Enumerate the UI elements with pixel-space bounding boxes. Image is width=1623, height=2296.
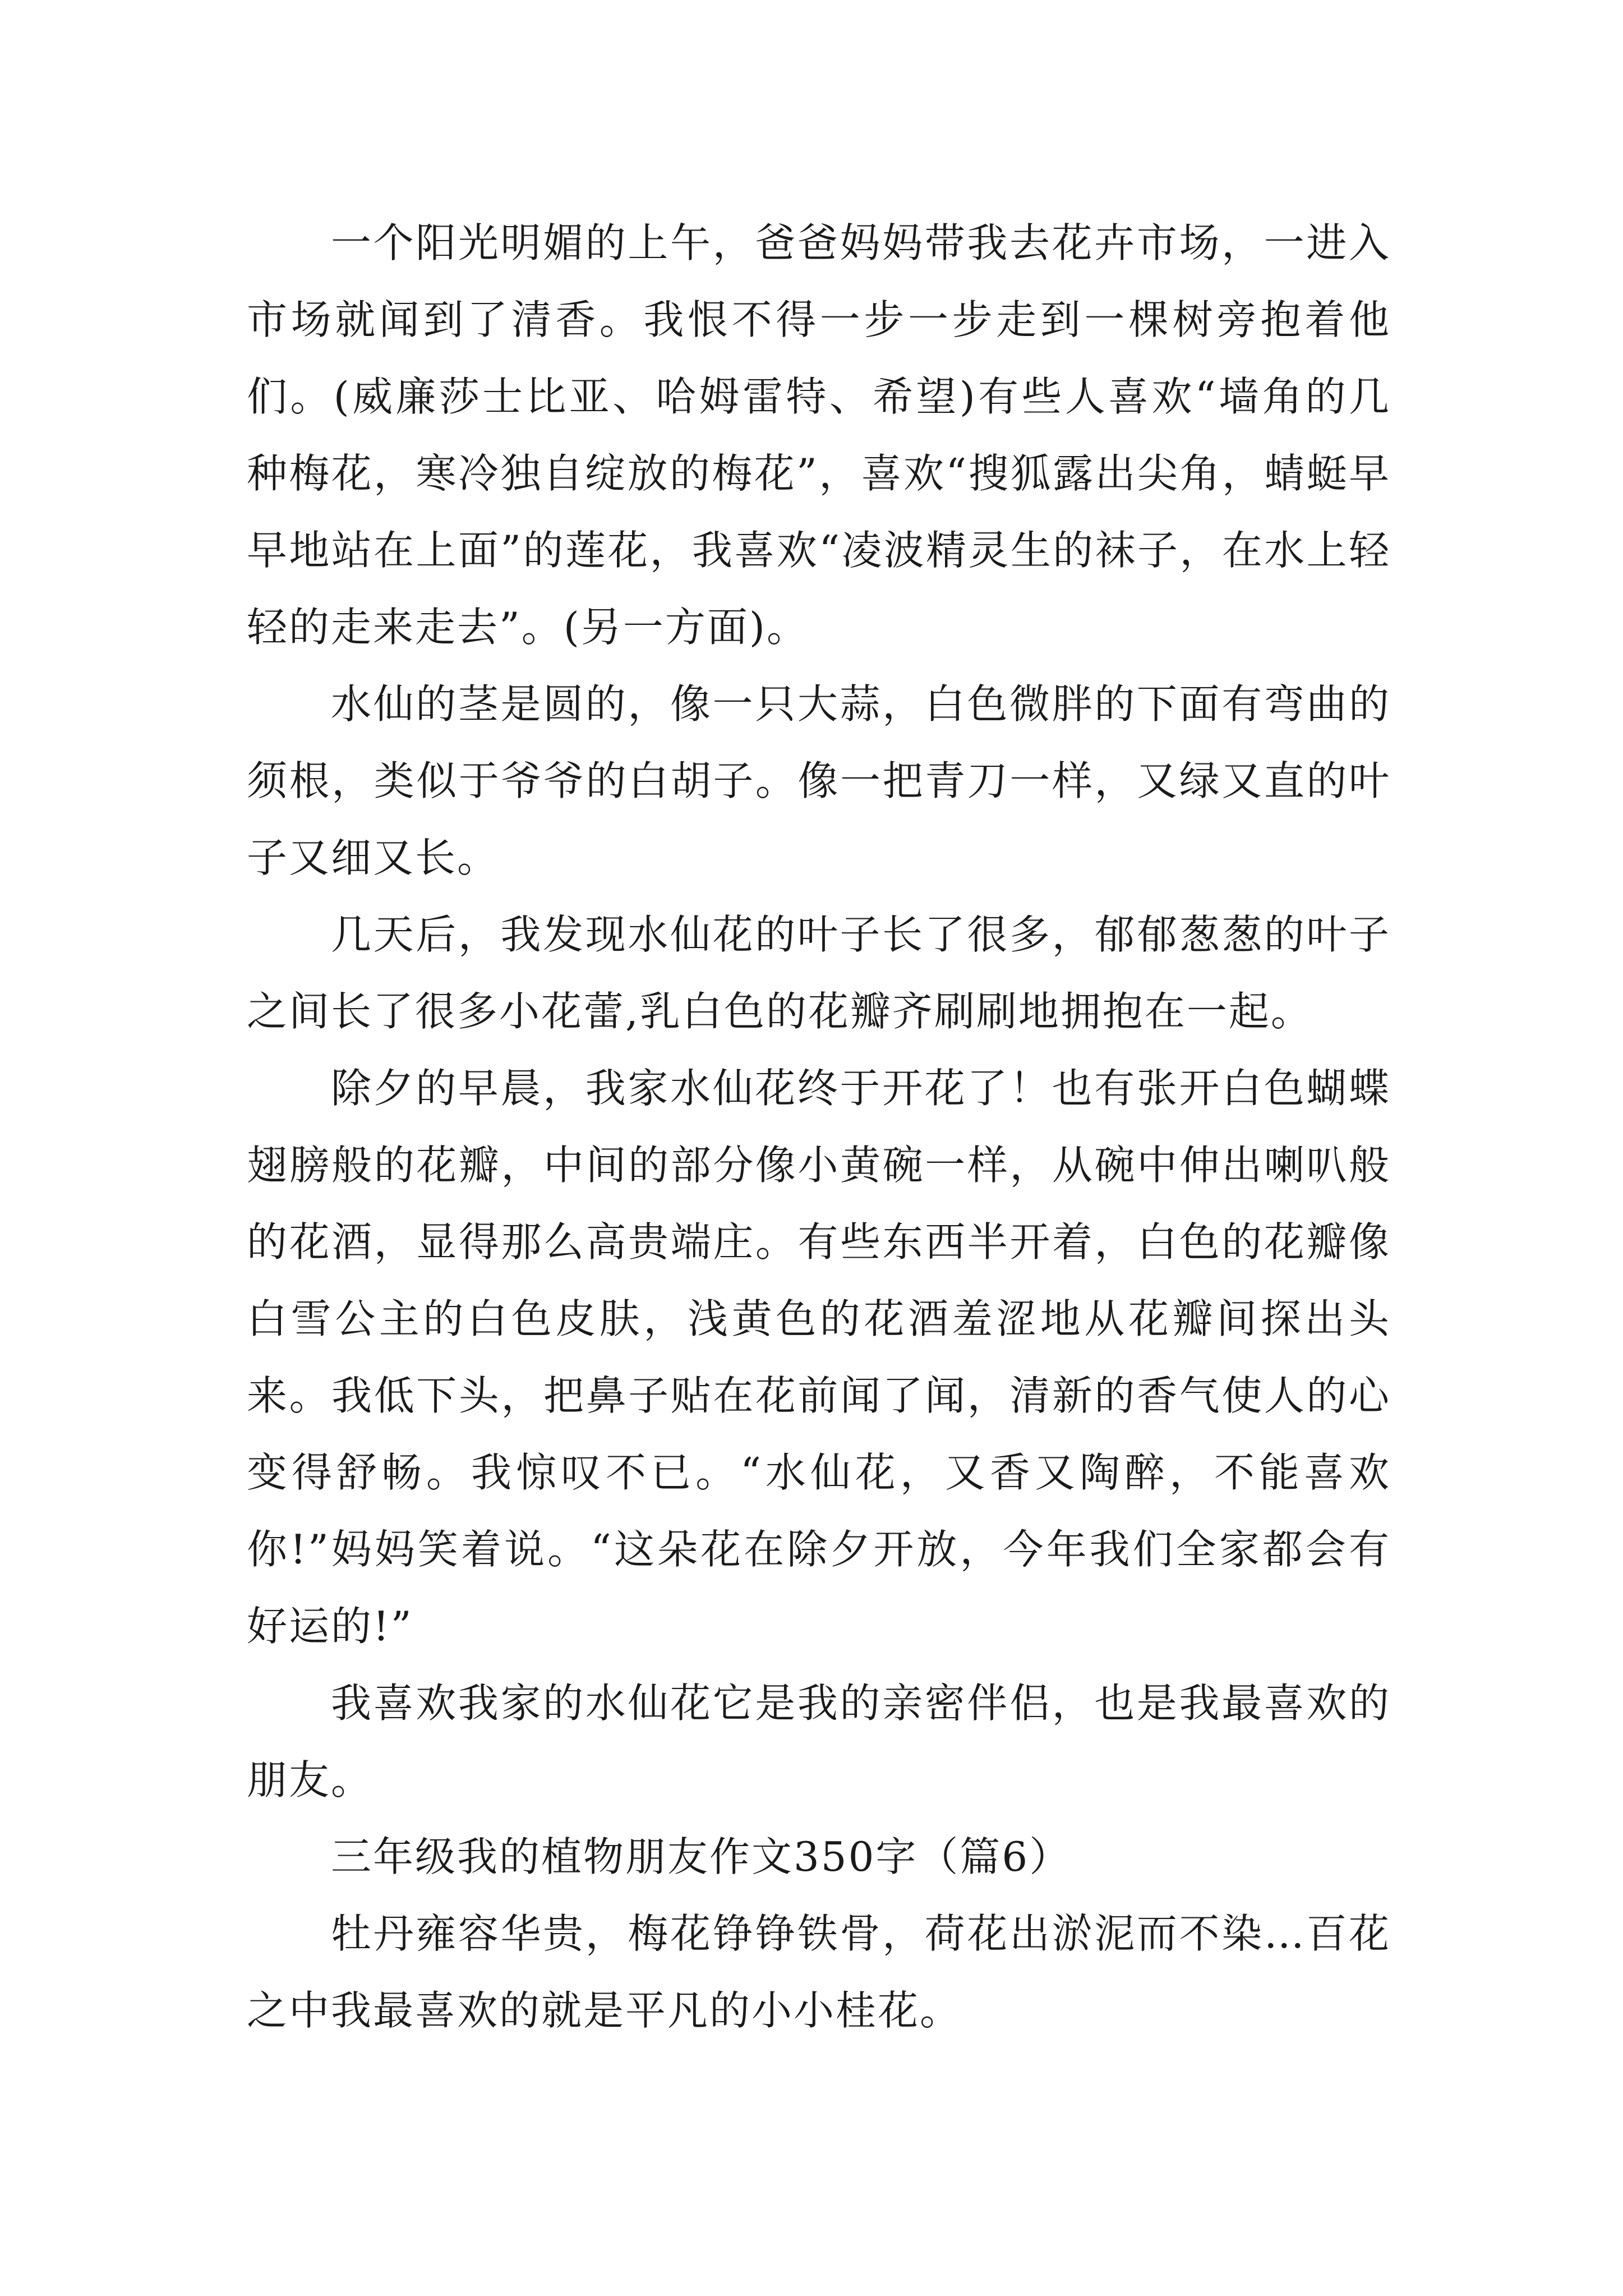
paragraph-blooming: 除夕的早晨，我家水仙花终于开花了！也有张开白色蝴蝶翅膀般的花瓣，中间的部分像小黄碗一样，从碗中伸出喇叭般的花酒，显得那么高贵端庄。有些东西半开着，白色的花瓣像白雪公主的白色皮肤，浅黄色的花酒羞涩地从花瓣间探出头来。我低下头，把鼻子贴在花前闻了闻，清新的香气使人的心变得舒畅。我惊叹不已。“水仙花，又香又陶醉，不能喜欢你!”妈妈笑着说。“这朵花在除夕开放，今年我们全家都会有好运的!”: [247, 1065, 1391, 1650]
paragraph-friend: 我喜欢我家的水仙花它是我的亲密伴侣，也是我最喜欢的朋友。: [247, 1680, 1391, 1803]
paragraph-flower-market: 一个阳光明媚的上午，爸爸妈妈带我去花卉市场，一进入市场就闻到了清香。我恨不得一步一步走到一棵树旁抱着他们。(威廉莎士比亚、哈姆雷特、希望)有些人喜欢“墙角的几种梅花，寒冷独自绽放的梅花”，喜欢“搜狐露出尖角，蜻蜓早早地站在上面”的莲花，我喜欢“凌波精灵生的袜子，在水上轻轻的走来走去”。(另一方面)。: [247, 219, 1391, 651]
paragraph-buds: 几天后，我发现水仙花的叶子长了很多，郁郁葱葱的叶子之间长了很多小花蕾,乳白色的花瓣齐刷刷地拥抱在一起。: [247, 911, 1391, 1035]
paragraph-osmanthus: 牡丹雍容华贵，梅花铮铮铁骨，荷花出淤泥而不染…百花之中我最喜欢的就是平凡的小小桂花。: [247, 1910, 1391, 2034]
section-heading: 三年级我的植物朋友作文350字（篇6）: [331, 1833, 1072, 1880]
paragraph-narcissus-stem: 水仙的茎是圆的，像一只大蒜，白色微胖的下面有弯曲的须根，类似于爷爷的白胡子。像一把青刀一样，又绿又直的叶子又细又长。: [247, 680, 1391, 881]
document-body: [247, 205, 1391, 2049]
